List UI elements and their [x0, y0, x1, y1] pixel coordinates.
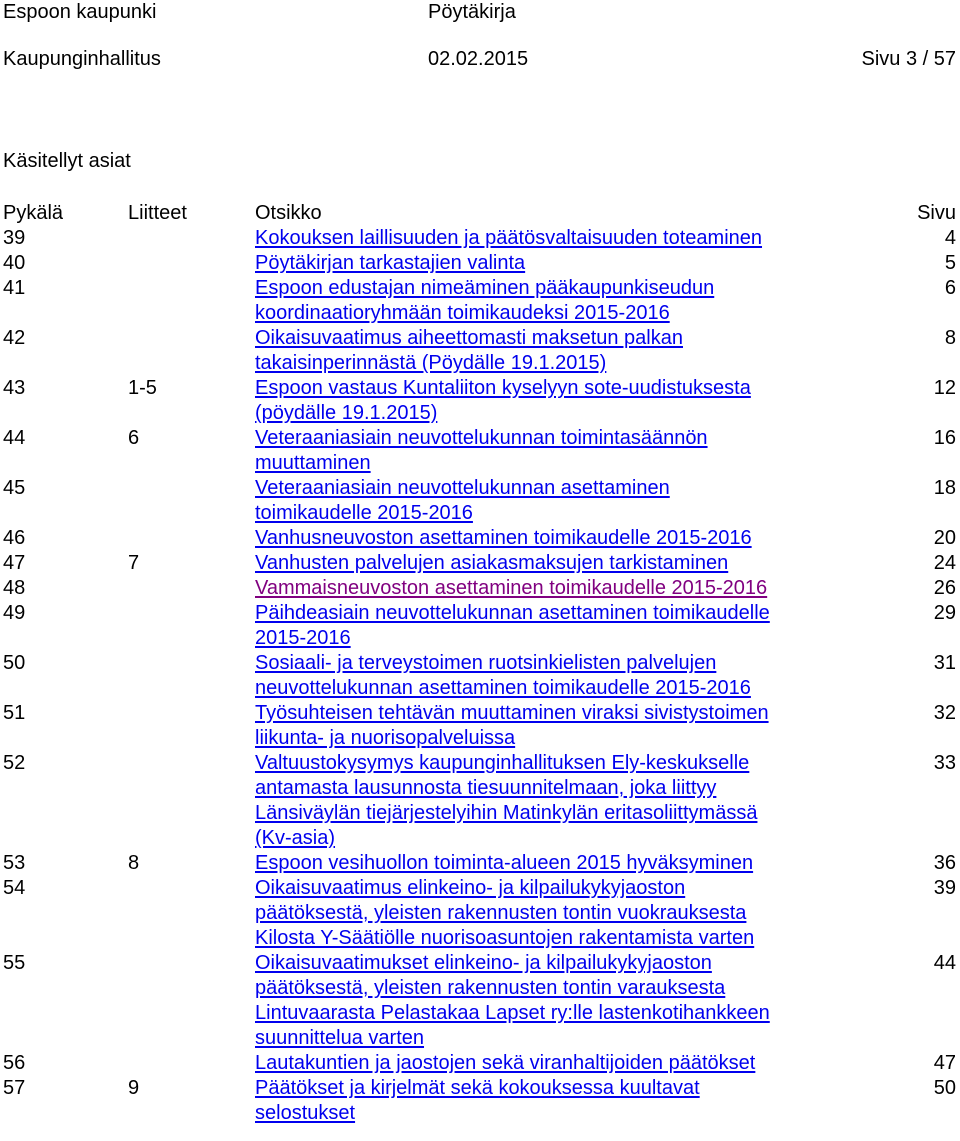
item-page: 33: [933, 752, 956, 774]
item-title-line: Kokouksen laillisuuden ja päätösvaltaisuuden toteaminen: [255, 227, 763, 249]
section-title: Käsitellyt asiat: [3, 150, 131, 172]
item-title-line: Lautakuntien ja jaostojen sekä viranhaltijoiden päätökset: [255, 1052, 756, 1074]
item-number: 47: [3, 552, 26, 574]
item-title-line: Espoon vastaus Kuntaliiton kyselyyn sote-uudistuksesta: [255, 377, 751, 399]
item-number: 55: [3, 952, 26, 974]
item-title-line: toimikaudelle 2015-2016: [255, 502, 473, 524]
item-page: 31: [933, 652, 956, 674]
item-title: [255, 326, 875, 376]
table-row: [3, 1076, 956, 1126]
item-number: 54: [3, 877, 26, 899]
item-title-line: Oikaisuvaatimus aiheettomasti maksetun palkan: [255, 327, 683, 349]
item-title: [255, 426, 875, 476]
item-number: 57: [3, 1077, 26, 1099]
item-title: [255, 651, 875, 701]
item-title: [255, 1076, 875, 1126]
item-title-line: (Kv-asia): [255, 827, 336, 849]
item-title-line: Oikaisuvaatimus elinkeino- ja kilpailukykyjaoston: [255, 877, 686, 899]
table-row: [3, 326, 956, 376]
item-title-link[interactable]: [255, 477, 670, 524]
item-title-line: muuttaminen: [255, 452, 371, 474]
item-page: 24: [933, 552, 956, 574]
item-title-link[interactable]: [255, 952, 770, 1049]
item-number: 52: [3, 752, 26, 774]
item-title-line: Espoon vesihuollon toiminta-alueen 2015 hyväksyminen: [255, 852, 754, 874]
item-title: [255, 751, 875, 851]
table-header-row: [3, 201, 956, 226]
document-type: Pöytäkirja: [428, 1, 516, 23]
item-title: [255, 551, 875, 576]
item-title: [255, 851, 875, 876]
item-page: 4: [944, 227, 956, 249]
item-title-line: Sosiaali- ja terveystoimen ruotsinkielisten palvelujen: [255, 652, 717, 674]
page-indicator: Sivu 3 / 57: [861, 48, 956, 70]
item-number: 46: [3, 527, 26, 549]
item-title-line: takaisinperinnästä (Pöydälle 19.1.2015): [255, 352, 607, 374]
item-page: 12: [933, 377, 956, 399]
column-header-page: Sivu: [917, 202, 956, 224]
item-title: [255, 1051, 875, 1076]
item-title-link[interactable]: [255, 852, 753, 874]
table-row: [3, 476, 956, 526]
item-title-line: selostukset: [255, 1102, 356, 1124]
item-title-line: Länsiväylän tiejärjestelyihin Matinkylän eritasoliittymässä: [255, 802, 758, 824]
item-title-link[interactable]: [255, 1052, 755, 1074]
item-title: [255, 951, 875, 1051]
item-number: 50: [3, 652, 26, 674]
item-title-line: Lintuvaarasta Pelastakaa Lapset ry:lle lastenkotihankkeen: [255, 1002, 770, 1024]
item-number: 49: [3, 602, 26, 624]
item-title: [255, 576, 875, 601]
item-title: [255, 526, 875, 551]
table-row: [3, 226, 956, 251]
item-page: 32: [933, 702, 956, 724]
item-title-line: liikunta- ja nuorisopalveluissa: [255, 727, 516, 749]
item-number: 44: [3, 427, 26, 449]
item-title-line: päätöksestä, yleisten rakennusten tontin varauksesta: [255, 977, 726, 999]
item-title: [255, 376, 875, 426]
item-title-line: Oikaisuvaatimukset elinkeino- ja kilpailukykyjaoston: [255, 952, 712, 974]
item-attachments: 8: [128, 852, 140, 874]
board-name: Kaupunginhallitus: [3, 48, 161, 70]
agenda-rows: [3, 226, 956, 1126]
item-number: 56: [3, 1052, 26, 1074]
item-title-link[interactable]: [255, 227, 762, 249]
table-row: [3, 651, 956, 701]
item-title-line: suunnittelua varten: [255, 1027, 425, 1049]
item-title-link[interactable]: [255, 327, 683, 374]
agenda-table: [3, 201, 956, 1126]
item-title-line: Valtuustokysymys kaupunginhallituksen Ely-keskukselle: [255, 752, 750, 774]
table-row: [3, 251, 956, 276]
item-title-link[interactable]: [255, 277, 714, 324]
item-title-line: Päihdeasiain neuvottelukunnan asettaminen toimikaudelle: [255, 602, 770, 624]
item-title-line: Vammaisneuvoston asettaminen toimikaudelle 2015-2016: [255, 577, 768, 599]
item-title: [255, 251, 875, 276]
table-row: [3, 551, 956, 576]
table-row: [3, 1051, 956, 1076]
item-title: [255, 476, 875, 526]
item-page: 36: [933, 852, 956, 874]
item-page: 39: [933, 877, 956, 899]
item-title: [255, 701, 875, 751]
item-title-link[interactable]: [255, 1077, 700, 1124]
table-row: [3, 601, 956, 651]
item-title-link[interactable]: [255, 552, 728, 574]
item-title-line: koordinaatioryhmään toimikaudeksi 2015-2016: [255, 302, 670, 324]
item-page: 18: [933, 477, 956, 499]
item-title-link[interactable]: [255, 877, 754, 949]
item-title-line: Veteraaniasiain neuvottelukunnan asettaminen: [255, 477, 670, 499]
item-title-line: antamasta lausunnosta tiesuunnitelmaan, joka liittyy: [255, 777, 717, 799]
item-page: 50: [933, 1077, 956, 1099]
item-number: 42: [3, 327, 26, 349]
item-title-link[interactable]: [255, 377, 751, 424]
item-title-line: Vanhusneuvoston asettaminen toimikaudelle 2015-2016: [255, 527, 752, 549]
table-row: [3, 526, 956, 551]
table-row: [3, 701, 956, 751]
item-title-link[interactable]: [255, 752, 757, 849]
table-row: [3, 376, 956, 426]
item-title-line: neuvottelukunnan asettaminen toimikaudelle 2015-2016: [255, 677, 751, 699]
item-page: 47: [933, 1052, 956, 1074]
column-header-attachments: Liitteet: [128, 202, 187, 224]
item-attachments: 6: [128, 427, 140, 449]
item-title-line: Vanhusten palvelujen asiakasmaksujen tarkistaminen: [255, 552, 729, 574]
table-row: [3, 426, 956, 476]
item-number: 41: [3, 277, 26, 299]
item-number: 51: [3, 702, 26, 724]
item-title-line: Espoon edustajan nimeäminen pääkaupunkiseudun: [255, 277, 715, 299]
item-number: 43: [3, 377, 26, 399]
item-title-link[interactable]: [255, 527, 752, 549]
item-attachments: 9: [128, 1077, 140, 1099]
item-page: 6: [944, 277, 956, 299]
item-number: 39: [3, 227, 26, 249]
table-row: [3, 276, 956, 326]
item-attachments: 7: [128, 552, 140, 574]
item-title-link[interactable]: [255, 427, 708, 474]
item-title-link[interactable]: [255, 652, 751, 699]
item-page: 5: [944, 252, 956, 274]
item-title-link[interactable]: [255, 577, 767, 599]
item-title: [255, 601, 875, 651]
meeting-header: [3, 47, 956, 72]
document-header: [3, 0, 956, 25]
item-title-link[interactable]: [255, 602, 770, 649]
table-row: [3, 876, 956, 951]
item-number: 40: [3, 252, 26, 274]
item-title-line: (pöydälle 19.1.2015): [255, 402, 438, 424]
item-page: 20: [933, 527, 956, 549]
item-number: 45: [3, 477, 26, 499]
item-page: 8: [944, 327, 956, 349]
meeting-date: 02.02.2015: [428, 48, 529, 70]
table-row: [3, 851, 956, 876]
organization-name: Espoon kaupunki: [3, 1, 157, 23]
column-header-number: Pykälä: [3, 202, 64, 224]
table-row: [3, 576, 956, 601]
table-row: [3, 951, 956, 1051]
item-title-line: Pöytäkirjan tarkastajien valinta: [255, 252, 526, 274]
item-page: 44: [933, 952, 956, 974]
item-title-line: 2015-2016: [255, 627, 351, 649]
table-row: [3, 751, 956, 851]
item-title-link[interactable]: [255, 702, 769, 749]
item-title-line: Kilosta Y-Säätiölle nuorisoasuntojen rakentamista varten: [255, 927, 755, 949]
item-title: [255, 276, 875, 326]
item-page: 29: [933, 602, 956, 624]
item-title: [255, 226, 875, 251]
item-title-line: Työsuhteisen tehtävän muuttaminen viraksi sivistystoimen: [255, 702, 769, 724]
item-title: [255, 876, 875, 951]
item-attachments: 1-5: [128, 377, 157, 399]
item-title-line: Veteraaniasiain neuvottelukunnan toimintasäännön: [255, 427, 708, 449]
item-number: 53: [3, 852, 26, 874]
item-page: 26: [933, 577, 956, 599]
item-title-line: päätöksestä, yleisten rakennusten tontin vuokrauksesta: [255, 902, 747, 924]
item-number: 48: [3, 577, 26, 599]
item-title-line: Päätökset ja kirjelmät sekä kokouksessa kuultavat: [255, 1077, 700, 1099]
item-title-link[interactable]: [255, 252, 525, 274]
item-page: 16: [933, 427, 956, 449]
column-header-title: Otsikko: [255, 202, 322, 224]
